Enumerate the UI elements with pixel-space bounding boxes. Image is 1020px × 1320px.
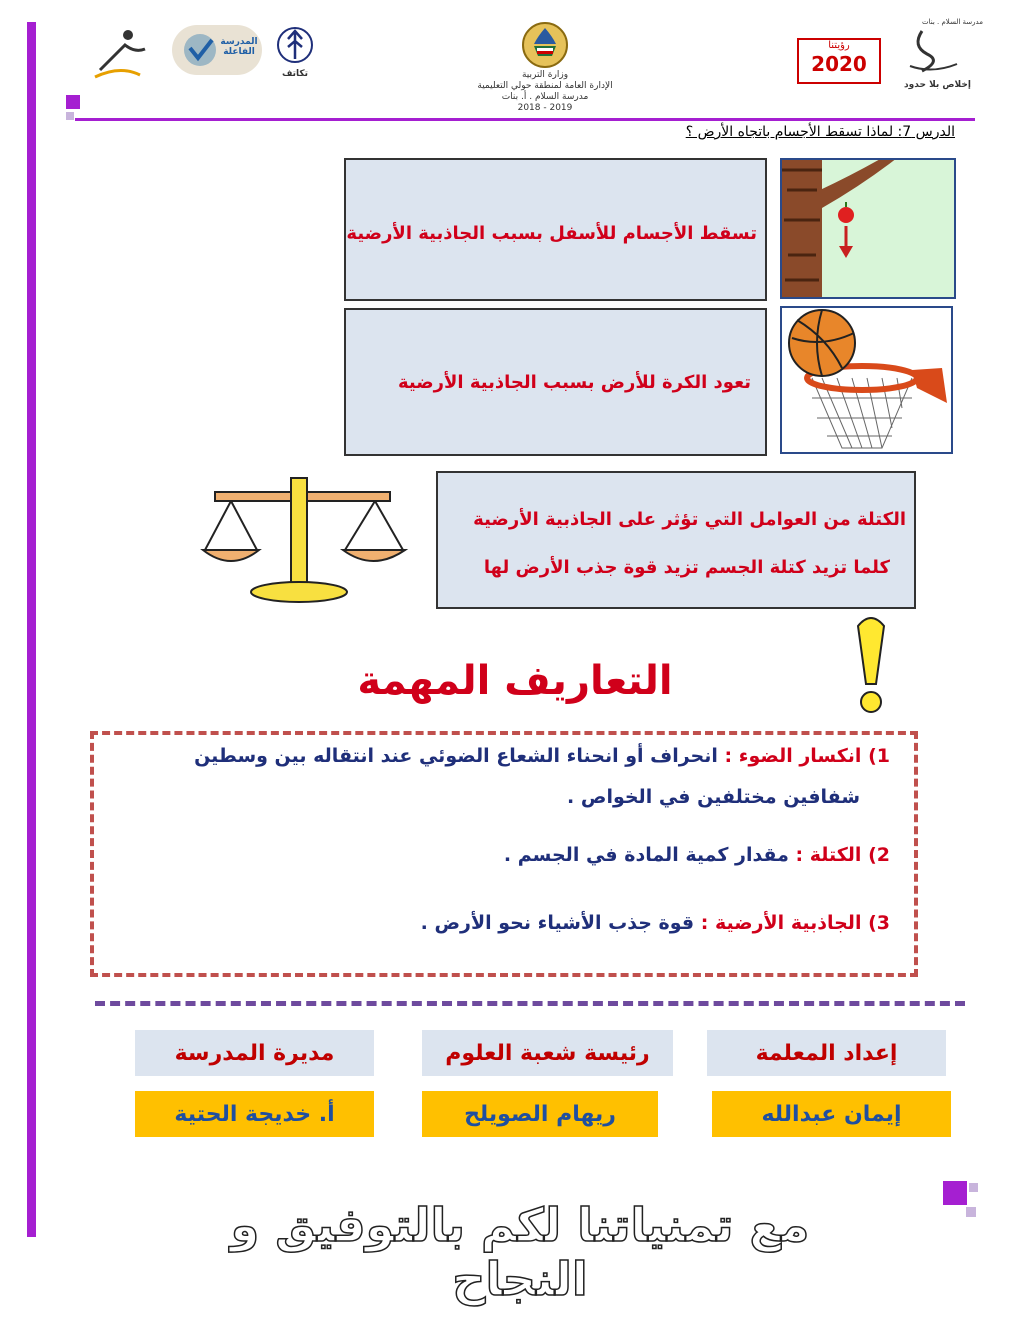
corner-square-small (66, 112, 74, 120)
basketball-hoop-image (780, 306, 953, 454)
definition-3-number: 3) (868, 912, 890, 934)
definition-2 (504, 844, 890, 866)
mass-line2: كلما تزيد كتلة الجسم تزيد قوة جذب الأرض لها (483, 557, 890, 578)
closing-message: مع تمنياتنا لكم بالتوفيق و النجاح (230, 1198, 810, 1306)
definition-3-term: الجاذبية الأرضية : (700, 912, 862, 934)
definitions-title: التعاريف المهمة (357, 658, 673, 704)
mass-line1: الكتلة من العوامل التي تؤثر على الجاذبية الأرضية (473, 509, 906, 530)
role-department-head: رئيسة شعبة العلوم (422, 1030, 673, 1076)
role-principal: مديرة المدرسة (135, 1030, 374, 1076)
definition-1-term: انكسار الضوء : (724, 745, 862, 767)
ball-box (344, 308, 767, 456)
ball-text: تعود الكرة للأرض بسبب الجاذبية الأرضية (398, 372, 751, 393)
academic-year: 2018 - 2019 (517, 103, 573, 113)
definition-2-text: مقدار كمية المادة في الجسم . (503, 844, 789, 866)
mass-box (436, 471, 916, 609)
name-department-head: ريهام الصويلح (422, 1091, 658, 1137)
exclamation-icon (852, 616, 890, 716)
name-teacher: إيمان عبدالله (712, 1091, 951, 1137)
definition-3-text: قوة جذب الأشياء نحو الأرض . (420, 912, 695, 934)
apple-tree-image (780, 158, 956, 299)
role-teacher: إعداد المعلمة (707, 1030, 946, 1076)
footer-square (943, 1181, 967, 1205)
fall-text: تسقط الأجسام للأسفل بسبب الجاذبية الأرضية (346, 223, 757, 244)
balance-scale-image (195, 470, 410, 610)
definition-1 (194, 745, 890, 767)
vision-2020-logo (797, 38, 881, 84)
vision-text: رؤيتنا (828, 40, 850, 51)
section-separator (95, 1001, 965, 1006)
school-logo-name: مدرسة السلام . بنات (922, 18, 983, 26)
definition-2-number: 2) (868, 844, 890, 866)
takaful-logo (275, 25, 315, 87)
directorate-name: الإدارة العامة لمنطقة حولي التعليمية (477, 81, 613, 91)
effective-school-text: المدرسة الفاعلة (220, 37, 258, 57)
left-border-bar (27, 22, 36, 1237)
vision-year: 2020 (811, 52, 867, 76)
corner-square (66, 95, 80, 109)
school-motto: إخلاص بلا حدود (904, 80, 971, 90)
runner-logo (90, 25, 150, 85)
kuwait-emblem (520, 20, 570, 70)
footer-square-small (969, 1183, 978, 1192)
definition-1-line2: شفافين مختلفين في الخواص . (567, 786, 860, 808)
definition-1-number: 1) (868, 745, 890, 767)
header-rule (75, 118, 975, 121)
school-name: مدرسة السلام . أ. بنات (501, 92, 589, 102)
footer-square-small2 (966, 1207, 976, 1217)
takaful-text: تكاتف (281, 69, 309, 79)
name-principal: أ. خديجة الحتية (135, 1091, 374, 1137)
school-motto-logo (900, 18, 985, 96)
fall-box (344, 158, 767, 301)
effective-school-logo (172, 25, 262, 75)
lesson-title: الدرس 7: لماذا تسقط الأجسام باتجاه الأرض ؟ (685, 124, 955, 140)
ministry-name: وزارة التربية (521, 70, 569, 80)
header-ministry-block (440, 70, 650, 114)
definition-2-term: الكتلة : (795, 844, 862, 866)
definition-1-text: انحراف أو انحناء الشعاع الضوئي عند انتقاله بين وسطين (194, 745, 718, 767)
definition-3 (421, 912, 890, 934)
